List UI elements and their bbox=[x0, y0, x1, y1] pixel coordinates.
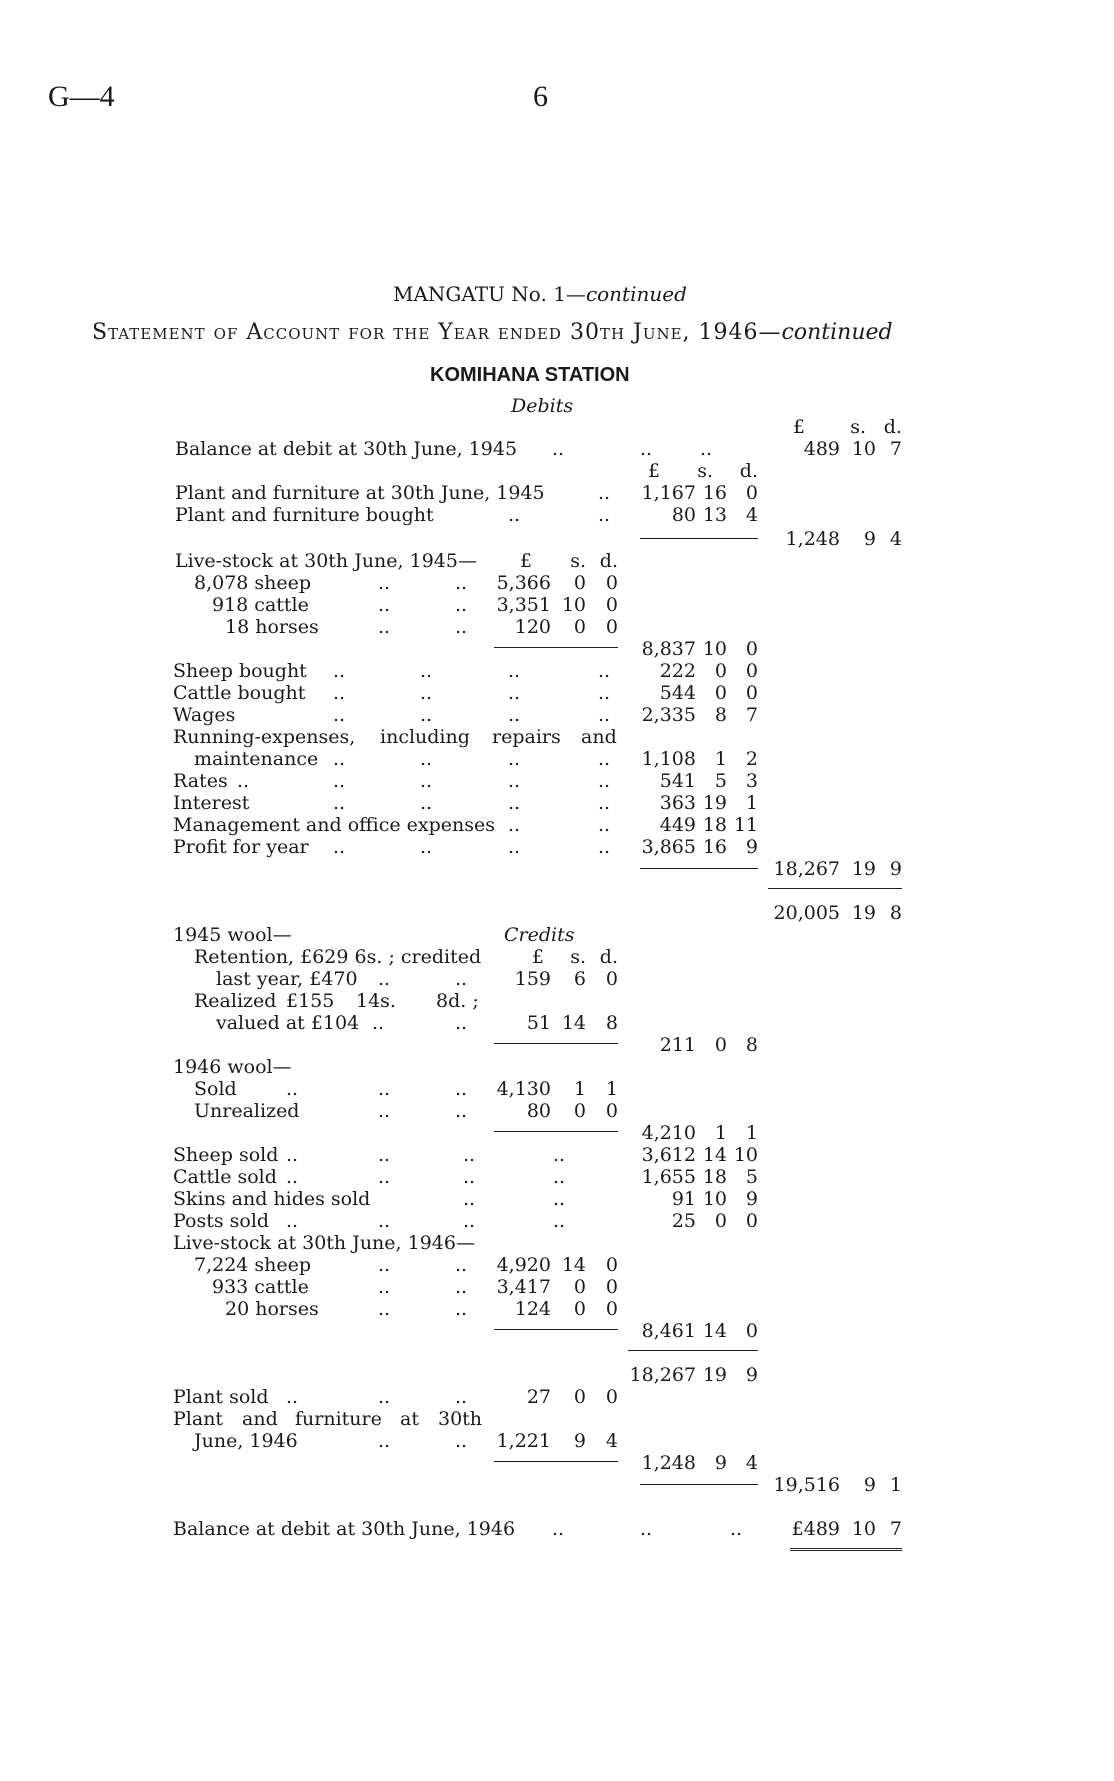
livestock-1946-horses-label: 20 horses bbox=[225, 1298, 319, 1320]
livestock-1946-cattle-pence: 0 bbox=[605, 1276, 618, 1298]
balance-1945-pence: 7 bbox=[889, 438, 902, 460]
leader-dots: .. bbox=[333, 792, 346, 814]
skins-pence: 9 bbox=[745, 1188, 758, 1210]
retention-line2: last year, £470 bbox=[216, 968, 358, 990]
leader-dots: .. bbox=[333, 660, 346, 682]
plant-total-shillings: 9 bbox=[863, 528, 876, 550]
leader-dots: .. bbox=[553, 1210, 566, 1232]
rates-label: Rates bbox=[173, 770, 228, 792]
management-pounds: 449 bbox=[659, 814, 696, 836]
running-word: Running-expenses, bbox=[173, 726, 356, 748]
livestock-1946-sheep-label: 7,224 sheep bbox=[194, 1254, 312, 1276]
leader-dots: .. bbox=[378, 968, 391, 990]
sold-shillings: 1 bbox=[573, 1078, 586, 1100]
leader-dots: .. bbox=[333, 682, 346, 704]
realized-word: 14s. bbox=[356, 990, 396, 1012]
sheep-sold-pence: 10 bbox=[733, 1144, 758, 1166]
livestock-1945-sheep-pence: 0 bbox=[605, 572, 618, 594]
rule bbox=[494, 1131, 618, 1132]
plant-1946-word: furniture bbox=[295, 1408, 382, 1430]
livestock-1946-cattle-shillings: 0 bbox=[573, 1276, 586, 1298]
leader-dots: .. bbox=[378, 1386, 391, 1408]
debits-total-pence: 8 bbox=[889, 902, 902, 924]
profit-pence: 9 bbox=[745, 836, 758, 858]
running-line2: maintenance bbox=[194, 748, 319, 770]
leader-dots: .. bbox=[378, 1100, 391, 1122]
management-pence: 11 bbox=[733, 814, 758, 836]
leader-dots: .. bbox=[378, 1254, 391, 1276]
livestock-1945-total-pence: 0 bbox=[745, 638, 758, 660]
balance-1945-label: Balance at debit at 30th June, 1945 bbox=[175, 438, 518, 460]
cattle-bought-label: Cattle bought bbox=[173, 682, 306, 704]
wages-label: Wages bbox=[173, 704, 236, 726]
running-word: repairs bbox=[492, 726, 561, 748]
leader-dots: .. bbox=[508, 792, 521, 814]
plant-1946-total-pounds: 1,248 bbox=[641, 1452, 696, 1474]
cattle-bought-pence: 0 bbox=[745, 682, 758, 704]
plant-1946-word: Plant bbox=[173, 1408, 224, 1430]
livestock-1945-cattle-pounds: 3,351 bbox=[496, 594, 551, 616]
sheep-bought-pence: 0 bbox=[745, 660, 758, 682]
retention-pence: 0 bbox=[605, 968, 618, 990]
wool-1946-total-pounds: 4,210 bbox=[641, 1122, 696, 1144]
leader-dots: .. bbox=[420, 792, 433, 814]
plant-1946-line2: June, 1946 bbox=[194, 1430, 298, 1452]
balance-1945-shillings: 10 bbox=[851, 438, 876, 460]
realized-word: £155 bbox=[286, 990, 335, 1012]
leader-dots: .. bbox=[553, 1144, 566, 1166]
interest-label: Interest bbox=[173, 792, 250, 814]
rule bbox=[494, 647, 618, 648]
cattle-sold-label: Cattle sold bbox=[173, 1166, 277, 1188]
page-number: 6 bbox=[533, 80, 548, 113]
rates-shillings: 5 bbox=[714, 770, 727, 792]
col2-pound-head: £ bbox=[647, 460, 660, 482]
livestock-1946-sheep-pence: 0 bbox=[605, 1254, 618, 1276]
debits-total-pounds: 20,005 bbox=[773, 902, 840, 924]
cattle-bought-shillings: 0 bbox=[714, 682, 727, 704]
leader-dots: .. bbox=[508, 770, 521, 792]
livestock-1945-cattle-label: 918 cattle bbox=[212, 594, 309, 616]
plant-sold-shillings: 0 bbox=[573, 1386, 586, 1408]
credits-subtotal-pounds: 18,267 bbox=[629, 1364, 696, 1386]
credits-subtotal-pence: 9 bbox=[745, 1364, 758, 1386]
credits-total-pounds: 19,516 bbox=[773, 1474, 840, 1496]
plant-1945-pence: 0 bbox=[745, 482, 758, 504]
plant-1945-shillings: 16 bbox=[702, 482, 727, 504]
leader-dots: .. bbox=[598, 748, 611, 770]
livestock-1945-head: Live-stock at 30th June, 1945— bbox=[175, 550, 477, 572]
leader-dots: .. bbox=[455, 572, 468, 594]
credits-heading: Credits bbox=[504, 924, 575, 946]
col1-d-head: d. bbox=[599, 946, 618, 968]
cattle-sold-pence: 5 bbox=[745, 1166, 758, 1188]
plant-sold-pence: 0 bbox=[605, 1386, 618, 1408]
plant-total-pence: 4 bbox=[889, 528, 902, 550]
livestock-1945-total-pounds: 8,837 bbox=[641, 638, 696, 660]
livestock-1946-head: Live-stock at 30th June, 1946— bbox=[173, 1232, 475, 1254]
page-code: G—4 bbox=[48, 80, 115, 113]
leader-dots: .. bbox=[286, 1386, 299, 1408]
profit-pounds: 3,865 bbox=[641, 836, 696, 858]
plant-1946-word: and bbox=[242, 1408, 278, 1430]
plant-bought-label: Plant and furniture bought bbox=[175, 504, 434, 526]
leader-dots: .. bbox=[378, 1430, 391, 1452]
realized-word: Realized bbox=[194, 990, 277, 1012]
plant-bought-pounds: 80 bbox=[671, 504, 696, 526]
livestock-1945-horses-pounds: 120 bbox=[514, 616, 551, 638]
leader-dots: .. bbox=[455, 594, 468, 616]
leader-dots: .. bbox=[463, 1144, 476, 1166]
skins-shillings: 10 bbox=[702, 1188, 727, 1210]
unrealized-pence: 0 bbox=[605, 1100, 618, 1122]
leader-dots: .. bbox=[508, 682, 521, 704]
sold-label: Sold bbox=[194, 1078, 237, 1100]
leader-dots: .. bbox=[420, 682, 433, 704]
leader-dots: .. bbox=[378, 1210, 391, 1232]
col1-pound-head: £ bbox=[531, 946, 544, 968]
leader-dots: .. bbox=[455, 1298, 468, 1320]
debits-heading: Debits bbox=[511, 395, 574, 417]
leader-dots: .. bbox=[598, 792, 611, 814]
col3-pound-head: £ bbox=[792, 416, 805, 438]
posts-pounds: 25 bbox=[671, 1210, 696, 1232]
leader-dots: .. bbox=[420, 770, 433, 792]
livestock-1945-horses-pence: 0 bbox=[605, 616, 618, 638]
leader-dots: .. bbox=[286, 1210, 299, 1232]
station-title: KOMIHANA STATION bbox=[430, 364, 630, 386]
plant-1946-pounds: 1,221 bbox=[496, 1430, 551, 1452]
col3-d-head: d. bbox=[883, 416, 902, 438]
livestock-1945-sheep-pounds: 5,366 bbox=[496, 572, 551, 594]
realized-shillings: 14 bbox=[561, 1012, 586, 1034]
retention-pounds: 159 bbox=[514, 968, 551, 990]
leader-dots: .. bbox=[552, 438, 565, 460]
rule bbox=[628, 1350, 758, 1351]
col1-pound-head: £ bbox=[519, 550, 532, 572]
balance-1946-pence: 7 bbox=[889, 1518, 902, 1540]
col2-s-head: s. bbox=[697, 460, 713, 482]
col1-s-head: s. bbox=[570, 550, 586, 572]
credits-total-shillings: 9 bbox=[863, 1474, 876, 1496]
plant-sold-pounds: 27 bbox=[526, 1386, 551, 1408]
leader-dots: .. bbox=[463, 1188, 476, 1210]
rule bbox=[494, 1043, 618, 1044]
rates-pounds: 541 bbox=[659, 770, 696, 792]
rates-pence: 3 bbox=[745, 770, 758, 792]
balance-1946-label: Balance at debit at 30th June, 1946 bbox=[173, 1518, 516, 1540]
leader-dots: .. bbox=[420, 748, 433, 770]
balance-1945-pounds: 489 bbox=[803, 438, 840, 460]
leader-dots: .. bbox=[455, 1430, 468, 1452]
leader-dots: .. bbox=[333, 748, 346, 770]
leader-dots: .. bbox=[378, 1298, 391, 1320]
livestock-1945-total-shillings: 10 bbox=[702, 638, 727, 660]
leader-dots: .. bbox=[700, 438, 713, 460]
plant-1945-label: Plant and furniture at 30th June, 1945 bbox=[175, 482, 545, 504]
realized-pounds: 51 bbox=[526, 1012, 551, 1034]
posts-shillings: 0 bbox=[714, 1210, 727, 1232]
running-pounds: 1,108 bbox=[641, 748, 696, 770]
unrealized-pounds: 80 bbox=[526, 1100, 551, 1122]
retention-line1: Retention, £629 6s. ; credited bbox=[194, 946, 482, 968]
leader-dots: .. bbox=[455, 1254, 468, 1276]
leader-dots: .. bbox=[598, 770, 611, 792]
leader-dots: .. bbox=[378, 1078, 391, 1100]
plant-1946-word: at bbox=[400, 1408, 419, 1430]
leader-dots: .. bbox=[598, 482, 611, 504]
realized-pence: 8 bbox=[605, 1012, 618, 1034]
livestock-1946-total-pence: 0 bbox=[745, 1320, 758, 1342]
balance-1946-pounds: £489 bbox=[791, 1518, 840, 1540]
leader-dots: .. bbox=[598, 682, 611, 704]
plant-1946-total-shillings: 9 bbox=[714, 1452, 727, 1474]
sheep-sold-shillings: 14 bbox=[702, 1144, 727, 1166]
credits-total-pence: 1 bbox=[889, 1474, 902, 1496]
rule bbox=[494, 1461, 618, 1462]
wool-1945-total-pounds: 211 bbox=[659, 1034, 696, 1056]
leader-dots: .. bbox=[553, 1166, 566, 1188]
rule bbox=[640, 868, 758, 869]
running-pence: 2 bbox=[745, 748, 758, 770]
livestock-1945-horses-shillings: 0 bbox=[573, 616, 586, 638]
leader-dots: .. bbox=[598, 814, 611, 836]
title-statement: Statement of Account for the Year ended 30th June, 1946—continued bbox=[92, 320, 893, 345]
leader-dots: .. bbox=[455, 1276, 468, 1298]
livestock-1946-sheep-shillings: 14 bbox=[561, 1254, 586, 1276]
leader-dots: .. bbox=[333, 704, 346, 726]
wool-1946-total-pence: 1 bbox=[745, 1122, 758, 1144]
wages-pence: 7 bbox=[745, 704, 758, 726]
balance-1946-shillings: 10 bbox=[851, 1518, 876, 1540]
posts-label: Posts sold bbox=[173, 1210, 270, 1232]
sheep-sold-label: Sheep sold bbox=[173, 1144, 279, 1166]
leader-dots: .. bbox=[598, 504, 611, 526]
plant-1946-pence: 4 bbox=[605, 1430, 618, 1452]
debits-subtotal-shillings: 19 bbox=[851, 858, 876, 880]
credits-subtotal-shillings: 19 bbox=[702, 1364, 727, 1386]
unrealized-label: Unrealized bbox=[194, 1100, 300, 1122]
leader-dots: .. bbox=[378, 594, 391, 616]
leader-dots: .. bbox=[455, 616, 468, 638]
livestock-1946-cattle-pounds: 3,417 bbox=[496, 1276, 551, 1298]
leader-dots: .. bbox=[372, 1012, 385, 1034]
plant-bought-shillings: 13 bbox=[702, 504, 727, 526]
interest-shillings: 19 bbox=[702, 792, 727, 814]
leader-dots: .. bbox=[598, 836, 611, 858]
plant-total-pounds: 1,248 bbox=[785, 528, 840, 550]
leader-dots: .. bbox=[237, 770, 250, 792]
livestock-1946-cattle-label: 933 cattle bbox=[212, 1276, 309, 1298]
skins-pounds: 91 bbox=[671, 1188, 696, 1210]
leader-dots: .. bbox=[378, 1144, 391, 1166]
leader-dots: .. bbox=[286, 1144, 299, 1166]
leader-dots: .. bbox=[420, 704, 433, 726]
sold-pounds: 4,130 bbox=[496, 1078, 551, 1100]
leader-dots: .. bbox=[333, 770, 346, 792]
leader-dots: .. bbox=[508, 814, 521, 836]
col1-s-head: s. bbox=[570, 946, 586, 968]
rule bbox=[494, 1329, 618, 1330]
leader-dots: .. bbox=[508, 748, 521, 770]
col3-s-head: s. bbox=[850, 416, 866, 438]
wool-1945-total-pence: 8 bbox=[745, 1034, 758, 1056]
leader-dots: .. bbox=[455, 968, 468, 990]
sheep-bought-label: Sheep bought bbox=[173, 660, 307, 682]
sheep-sold-pounds: 3,612 bbox=[641, 1144, 696, 1166]
profit-label: Profit for year bbox=[173, 836, 309, 858]
leader-dots: .. bbox=[378, 1276, 391, 1298]
skins-label: Skins and hides sold bbox=[173, 1188, 371, 1210]
livestock-1945-cattle-shillings: 10 bbox=[561, 594, 586, 616]
leader-dots: .. bbox=[598, 704, 611, 726]
leader-dots: .. bbox=[508, 660, 521, 682]
cattle-sold-pounds: 1,655 bbox=[641, 1166, 696, 1188]
leader-dots: .. bbox=[378, 1166, 391, 1188]
leader-dots: .. bbox=[508, 704, 521, 726]
leader-dots: .. bbox=[455, 1100, 468, 1122]
leader-dots: .. bbox=[640, 438, 653, 460]
leader-dots: .. bbox=[455, 1012, 468, 1034]
running-word: including bbox=[380, 726, 470, 748]
leader-dots: .. bbox=[378, 616, 391, 638]
rule bbox=[768, 888, 902, 889]
livestock-1946-horses-pence: 0 bbox=[605, 1298, 618, 1320]
profit-shillings: 16 bbox=[702, 836, 727, 858]
leader-dots: .. bbox=[378, 572, 391, 594]
livestock-1945-horses-label: 18 horses bbox=[225, 616, 319, 638]
wool-1945-total-shillings: 0 bbox=[714, 1034, 727, 1056]
plant-1945-pounds: 1,167 bbox=[641, 482, 696, 504]
realized-line2: valued at £104 bbox=[216, 1012, 360, 1034]
wool-1946-head: 1946 wool— bbox=[173, 1056, 292, 1078]
interest-pounds: 363 bbox=[659, 792, 696, 814]
interest-pence: 1 bbox=[745, 792, 758, 814]
col2-d-head: d. bbox=[739, 460, 758, 482]
realized-word: 8d. ; bbox=[436, 990, 479, 1012]
unrealized-shillings: 0 bbox=[573, 1100, 586, 1122]
plant-sold-label: Plant sold bbox=[173, 1386, 269, 1408]
wool-1945-head: 1945 wool— bbox=[173, 924, 292, 946]
running-word: and bbox=[581, 726, 617, 748]
livestock-1946-horses-pounds: 124 bbox=[514, 1298, 551, 1320]
posts-pence: 0 bbox=[745, 1210, 758, 1232]
livestock-1946-total-shillings: 14 bbox=[702, 1320, 727, 1342]
livestock-1945-sheep-label: 8,078 sheep bbox=[194, 572, 312, 594]
col1-d-head: d. bbox=[599, 550, 618, 572]
debits-subtotal-pence: 9 bbox=[889, 858, 902, 880]
retention-shillings: 6 bbox=[573, 968, 586, 990]
plant-1946-shillings: 9 bbox=[573, 1430, 586, 1452]
cattle-sold-shillings: 18 bbox=[702, 1166, 727, 1188]
leader-dots: .. bbox=[553, 1188, 566, 1210]
plant-1946-total-pence: 4 bbox=[745, 1452, 758, 1474]
plant-bought-pence: 4 bbox=[745, 504, 758, 526]
leader-dots: .. bbox=[463, 1210, 476, 1232]
leader-dots: .. bbox=[598, 660, 611, 682]
cattle-bought-pounds: 544 bbox=[659, 682, 696, 704]
leader-dots: .. bbox=[552, 1518, 565, 1540]
plant-1946-word: 30th bbox=[438, 1408, 483, 1430]
management-shillings: 18 bbox=[702, 814, 727, 836]
leader-dots: .. bbox=[508, 504, 521, 526]
leader-dots: .. bbox=[730, 1518, 743, 1540]
leader-dots: .. bbox=[463, 1166, 476, 1188]
livestock-1946-sheep-pounds: 4,920 bbox=[496, 1254, 551, 1276]
sheep-bought-pounds: 222 bbox=[659, 660, 696, 682]
sold-pence: 1 bbox=[605, 1078, 618, 1100]
leader-dots: .. bbox=[455, 1386, 468, 1408]
rule bbox=[640, 538, 758, 539]
wages-pounds: 2,335 bbox=[641, 704, 696, 726]
wool-1946-total-shillings: 1 bbox=[714, 1122, 727, 1144]
leader-dots: .. bbox=[420, 660, 433, 682]
leader-dots: .. bbox=[640, 1518, 653, 1540]
livestock-1946-horses-shillings: 0 bbox=[573, 1298, 586, 1320]
debits-subtotal-pounds: 18,267 bbox=[773, 858, 840, 880]
title-mangatu: MANGATU No. 1—continued bbox=[393, 282, 687, 306]
leader-dots: .. bbox=[286, 1078, 299, 1100]
livestock-1945-sheep-shillings: 0 bbox=[573, 572, 586, 594]
sheep-bought-shillings: 0 bbox=[714, 660, 727, 682]
rule bbox=[790, 1548, 902, 1551]
livestock-1945-cattle-pence: 0 bbox=[605, 594, 618, 616]
management-label: Management and office expenses bbox=[173, 814, 495, 836]
rule bbox=[640, 1484, 758, 1485]
leader-dots: .. bbox=[286, 1166, 299, 1188]
debits-total-shillings: 19 bbox=[851, 902, 876, 924]
leader-dots: .. bbox=[333, 836, 346, 858]
wages-shillings: 8 bbox=[714, 704, 727, 726]
livestock-1946-total-pounds: 8,461 bbox=[641, 1320, 696, 1342]
leader-dots: .. bbox=[420, 836, 433, 858]
leader-dots: .. bbox=[455, 1078, 468, 1100]
running-shillings: 1 bbox=[714, 748, 727, 770]
leader-dots: .. bbox=[508, 836, 521, 858]
